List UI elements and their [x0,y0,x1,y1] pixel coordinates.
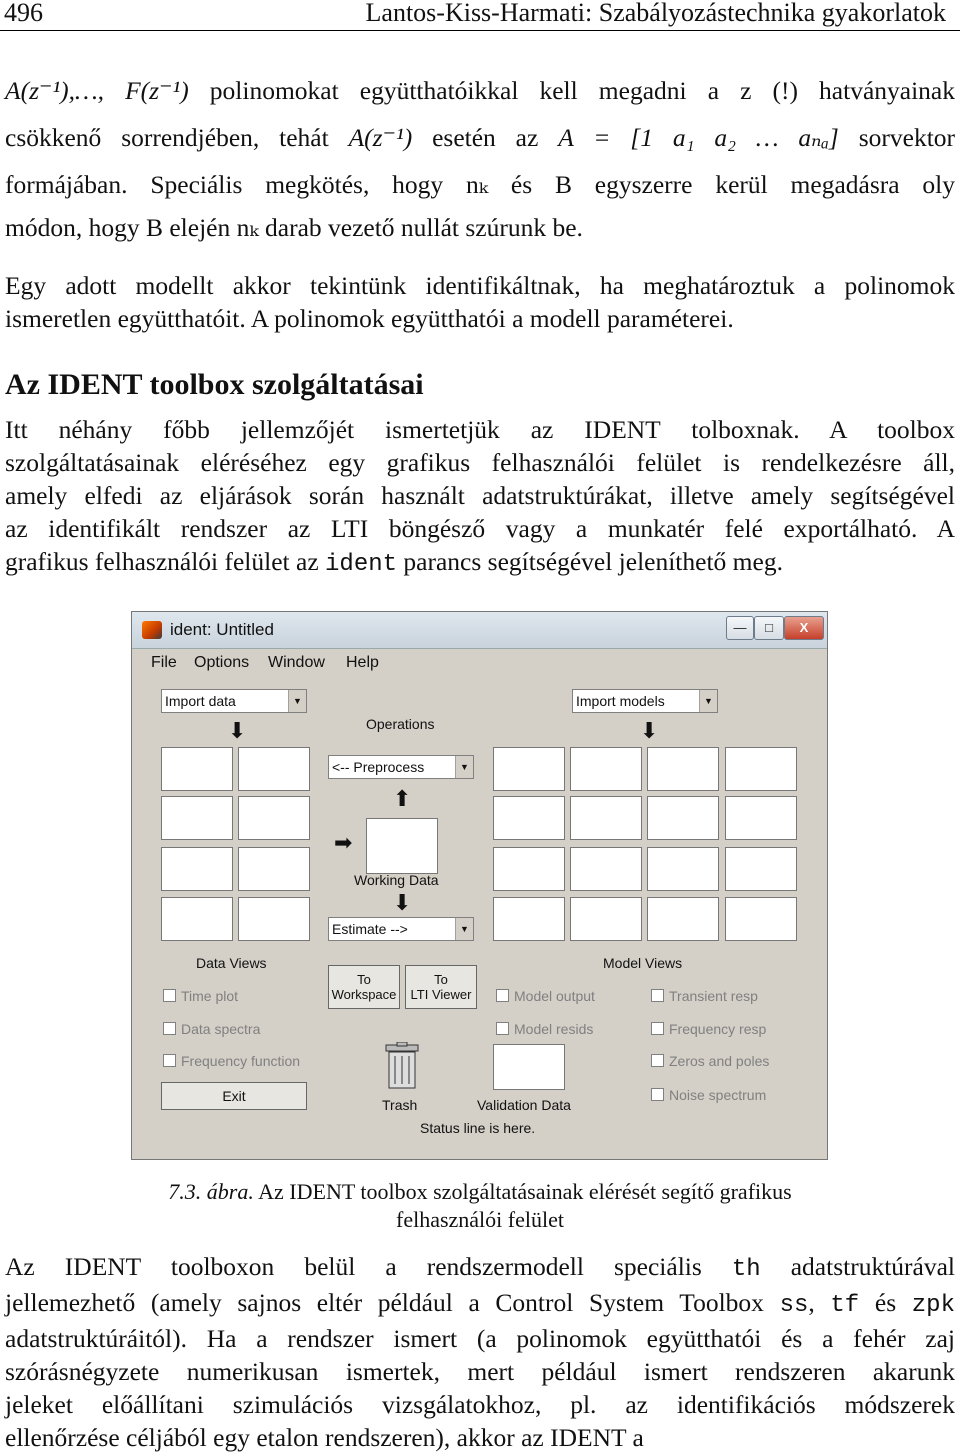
model-slot[interactable] [493,747,565,791]
frequency-resp-label: Frequency resp [669,1021,767,1037]
para4-line-6: ellenőrzése céljából egy etalon rendszeren), akkor az IDENT a [5,1423,644,1452]
code-th: th [731,1256,761,1283]
import-data-select[interactable] [161,689,307,713]
model-slot[interactable] [647,897,719,941]
para4-line-2-a: jellemezhető (amely sajnos eltér például a Control System Toolbox [5,1288,764,1317]
para4-line-1-a: Az IDENT toolboxon belül a rendszermodell speciális [5,1252,702,1281]
data-slot[interactable] [238,897,310,941]
import-data-label: Import data [165,693,236,709]
model-resids-checkbox[interactable] [496,1021,593,1037]
estimate-label: Estimate --> [332,921,408,937]
transient-resp-checkbox[interactable] [651,988,758,1004]
intro-line-2-c: sorvektor [858,123,956,152]
estimate-select[interactable] [328,917,474,941]
import-models-select[interactable] [572,689,718,713]
intro-paragraph [5,74,955,244]
trash-label: Trash [382,1097,418,1113]
code-zpk: zpk [911,1292,955,1319]
code-ss: ss [779,1292,809,1319]
model-slot[interactable] [725,847,797,891]
model-output-checkbox[interactable] [496,988,595,1004]
to-lti-viewer-line-2: LTI Viewer [410,987,472,1002]
chevron-down-icon: ▼ [455,756,473,778]
transient-resp-label: Transient resp [669,988,758,1004]
caption-line-2: felhasználói felület [396,1207,564,1232]
validation-data-slot[interactable] [493,1044,565,1090]
toolbox-paragraph [5,413,955,581]
noise-spectrum-checkbox[interactable] [651,1087,766,1103]
chevron-down-icon: ▼ [288,690,306,712]
menu-help[interactable]: Help [346,654,379,671]
time-plot-label: Time plot [181,988,239,1004]
data-slot[interactable] [161,847,233,891]
model-slot[interactable] [570,747,642,791]
intro-line-4: módon, hogy B elején nₖ darab vezető nullát szúrunk be. [5,213,583,242]
validation-data-label: Validation Data [477,1097,571,1113]
status-line: Status line is here. [420,1120,536,1136]
intro-line-1-text: polinomokat együtthatóikkal kell megadni a z (!) hatványainak [209,76,955,105]
checkbox-icon [651,989,664,1002]
close-button[interactable]: X [784,616,824,640]
model-output-label: Model output [514,988,595,1004]
para4-and: és [874,1288,897,1317]
model-slot[interactable] [647,847,719,891]
row-vector-notation: A = [1 a₁ a₂ … aₙₐ] [558,123,839,152]
model-slot[interactable] [570,897,642,941]
para3-line-5-b: parancs segítségével jeleníthető meg. [403,547,783,576]
operations-label: Operations [366,716,435,732]
data-slot[interactable] [161,897,233,941]
intro-line-2 [5,121,955,154]
model-slot[interactable] [570,847,642,891]
model-slot[interactable] [725,897,797,941]
data-views-label: Data Views [196,955,267,971]
section-heading: Az IDENT toolbox szolgáltatásai [5,368,424,401]
import-models-label: Import models [576,693,665,709]
window-titlebar [132,612,827,649]
matlab-icon [142,621,162,639]
frequency-resp-checkbox[interactable] [651,1021,766,1037]
preprocess-label: <-- Preprocess [332,759,425,775]
to-lti-viewer-button[interactable] [405,965,477,1009]
arrow-down-icon: ⬇ [640,718,659,743]
chevron-down-icon: ▼ [699,690,717,712]
para3-line-5 [5,545,955,581]
menu-options[interactable]: Options [194,654,250,671]
to-workspace-line-2: Workspace [331,987,397,1002]
to-lti-viewer-line-1: To [434,972,448,987]
checkbox-icon [496,989,509,1002]
data-slot[interactable] [161,796,233,840]
para4-line-1-b: adatstruktúrával [790,1252,956,1281]
code-tf: tf [830,1292,860,1319]
checkbox-icon [163,989,176,1002]
data-spectra-checkbox[interactable] [163,1021,260,1037]
menu-file[interactable]: File [151,654,177,671]
arrow-down-icon: ⬇ [228,718,247,743]
model-resids-label: Model resids [514,1021,594,1037]
running-title: Lantos-Kiss-Harmati: Szabályozástechnika gyakorlatok [365,0,946,27]
comma: , [808,1288,815,1317]
para2-line-1: Egy adott modellt akkor tekintünk identifikáltnak, ha meghatároztuk a polinomok [5,271,955,300]
model-slot[interactable] [725,796,797,840]
caption-text-1: Az IDENT toolbox szolgáltatásainak elérését segítő grafikus [258,1179,792,1204]
working-data-label: Working Data [354,872,439,888]
checkbox-icon [651,1088,664,1101]
intro-line-2-b: esetén az [432,123,539,152]
para3-line-3: amely elfedi az eljárások során használt adatstruktúrákat, illetve amely segítségével [5,481,955,510]
polynomial-notation: A(z⁻¹),…, F(z⁻¹) [5,76,189,105]
minimize-button[interactable]: — [726,616,754,640]
model-views-label: Model Views [603,955,683,971]
arrow-right-icon: ➡ [334,830,353,855]
page-header [0,0,960,31]
data-slot[interactable] [161,747,233,791]
identification-paragraph [5,269,955,335]
data-slot[interactable] [238,747,310,791]
model-slot[interactable] [493,796,565,840]
checkbox-icon [651,1054,664,1067]
checkbox-icon [496,1022,509,1035]
para3-line-1: Itt néhány főbb jellemzőjét ismertetjük az IDENT tolboxnak. A toolbox [5,415,955,444]
code-ident: ident [325,551,398,578]
th-structure-paragraph [5,1250,955,1454]
caption-line-1 [0,1178,960,1206]
page-number: 496 [4,0,43,27]
para3-line-4: az identifikált rendszer az LTI böngésző vagy a munkatér felé exportálható. A [5,514,955,543]
trash-icon[interactable] [383,1042,421,1090]
para3-line-5-a: grafikus felhasználói felület az [5,547,319,576]
chevron-down-icon: ▼ [455,918,473,940]
menu-bar [132,649,827,677]
para4-line-4: szórásnégyzete numerikusan ismertek, mert például ismert rendszeren akarunk [5,1357,955,1386]
intro-line-1 [5,74,955,107]
model-slot[interactable] [725,747,797,791]
time-plot-checkbox[interactable] [163,988,238,1004]
zeros-poles-checkbox[interactable] [651,1053,769,1069]
preprocess-select[interactable] [328,755,474,779]
frequency-function-checkbox[interactable] [163,1053,300,1069]
data-slot[interactable] [238,847,310,891]
model-slot[interactable] [493,847,565,891]
para4-line-5: jeleket előállítani szimulációs vizsgálatokhoz, pl. az identifikációs módszerek [5,1390,955,1419]
menu-window[interactable]: Window [268,654,325,671]
checkbox-icon [163,1054,176,1067]
arrow-up-icon: ⬆ [393,786,412,811]
maximize-button[interactable]: □ [754,616,784,640]
para4-line-1 [5,1250,955,1286]
ident-window [131,611,828,1160]
noise-spectrum-label: Noise spectrum [669,1087,767,1103]
para2-line-2: ismeretlen együtthatóit. A polinomok együtthatói a modell paraméterei. [5,304,734,333]
frequency-function-label: Frequency function [181,1053,301,1069]
window-title: ident: Untitled [170,620,274,639]
data-slot[interactable] [238,796,310,840]
model-slot[interactable] [570,796,642,840]
checkbox-icon [651,1022,664,1035]
para4-line-3: adatstruktúráitól). Ha a rendszer ismert (a polinomok együtthatói és a fehér zaj [5,1324,955,1353]
arrow-down-icon: ⬇ [393,890,412,915]
para4-line-2 [5,1286,955,1322]
model-slot[interactable] [647,796,719,840]
para3-line-2: szolgáltatásainak eléréséhez egy grafikus felhasználói felület is rendelkezésre áll, [5,448,955,477]
figure-caption [0,1178,960,1234]
intro-line-2-a: csökkenő sorrendjében, tehát [5,123,329,152]
model-slot[interactable] [647,747,719,791]
intro-line-3: formájában. Speciális megkötés, hogy nₖ és B egyszerre kerül megadásra oly [5,170,955,199]
zeros-poles-label: Zeros and poles [669,1053,770,1069]
intro-line-2-math1: A(z⁻¹) [348,123,413,152]
figure-label: 7.3. ábra. [168,1179,254,1204]
checkbox-icon [163,1022,176,1035]
working-data-slot[interactable] [366,818,438,874]
model-slot[interactable] [493,897,565,941]
exit-button[interactable]: Exit [161,1082,307,1110]
to-workspace-line-1: To [357,972,371,987]
data-spectra-label: Data spectra [181,1021,261,1037]
to-workspace-button[interactable] [328,965,400,1009]
